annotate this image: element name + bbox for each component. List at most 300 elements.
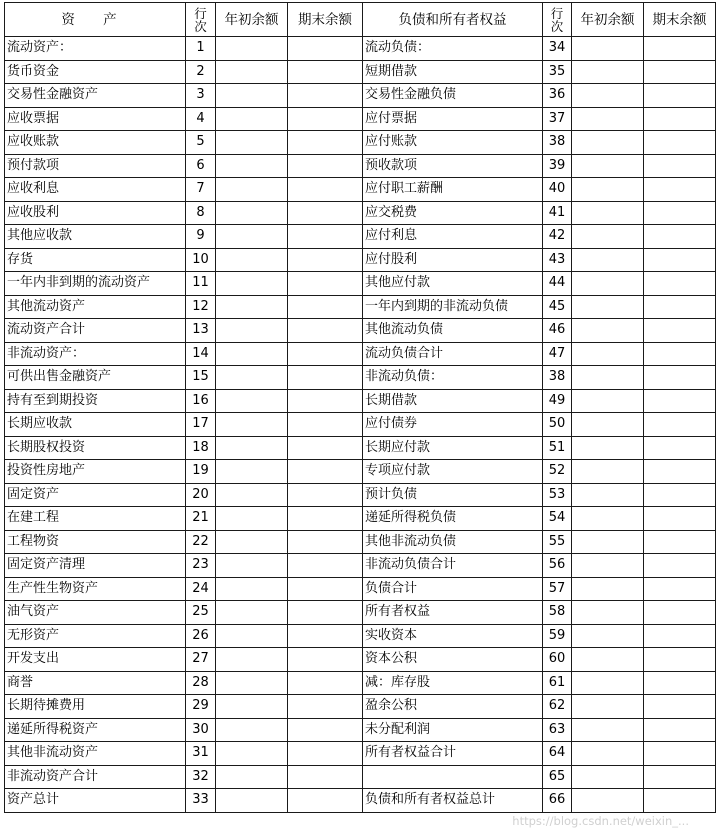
liability-row-number: 59 — [543, 624, 572, 648]
liability-closing-balance-cell[interactable] — [644, 460, 716, 484]
asset-closing-balance-cell[interactable] — [288, 483, 363, 507]
liability-row-number: 56 — [543, 554, 572, 578]
liability-item-label: 资本公积 — [363, 648, 543, 672]
liability-opening-balance-cell[interactable] — [572, 718, 644, 742]
asset-row-number: 23 — [186, 554, 216, 578]
asset-row-number: 26 — [186, 624, 216, 648]
liability-row-number: 58 — [543, 601, 572, 625]
asset-row-number: 24 — [186, 577, 216, 601]
asset-closing-balance-cell[interactable] — [288, 342, 363, 366]
liability-closing-balance-cell[interactable] — [644, 225, 716, 249]
asset-row-number: 13 — [186, 319, 216, 343]
liability-closing-balance-cell[interactable] — [644, 718, 716, 742]
asset-row-number: 3 — [186, 84, 216, 108]
table-row — [5, 436, 716, 460]
watermark: https://blog.csdn.net/weixin_... — [512, 814, 689, 828]
liability-item-label: 应付票据 — [363, 107, 543, 131]
liability-row-number: 42 — [543, 225, 572, 249]
liability-row-number: 53 — [543, 483, 572, 507]
asset-row-number: 17 — [186, 413, 216, 437]
asset-closing-balance-cell[interactable] — [288, 225, 363, 249]
liability-item-label: 其他流动负债 — [363, 319, 543, 343]
asset-item-label: 非流动资产： — [5, 342, 186, 366]
asset-closing-balance-header: 期末余额 — [288, 3, 363, 37]
liability-row-number: 49 — [543, 389, 572, 413]
asset-closing-balance-cell[interactable] — [288, 460, 363, 484]
liability-closing-balance-cell[interactable] — [644, 272, 716, 296]
table-row — [5, 460, 716, 484]
liability-opening-balance-header: 年初余额 — [572, 3, 644, 37]
liability-row-number: 38 — [543, 131, 572, 155]
liability-opening-balance-cell[interactable] — [572, 131, 644, 155]
liability-closing-balance-cell[interactable] — [644, 624, 716, 648]
asset-closing-balance-cell[interactable] — [288, 107, 363, 131]
liability-closing-balance-cell[interactable] — [644, 37, 716, 61]
liability-closing-balance-cell[interactable] — [644, 295, 716, 319]
asset-opening-balance-cell[interactable] — [216, 389, 288, 413]
table-row — [5, 789, 716, 813]
asset-item-label: 应收账款 — [5, 131, 186, 155]
asset-closing-balance-cell[interactable] — [288, 695, 363, 719]
table-row — [5, 248, 716, 272]
liability-opening-balance-cell[interactable] — [572, 648, 644, 672]
liability-opening-balance-cell[interactable] — [572, 413, 644, 437]
asset-row-number: 5 — [186, 131, 216, 155]
asset-opening-balance-cell[interactable] — [216, 319, 288, 343]
asset-item-label: 存货 — [5, 248, 186, 272]
table-row — [5, 483, 716, 507]
asset-row-number: 31 — [186, 742, 216, 766]
asset-opening-balance-cell[interactable] — [216, 460, 288, 484]
asset-item-label: 固定资产 — [5, 483, 186, 507]
liability-opening-balance-cell[interactable] — [572, 624, 644, 648]
liability-item-label: 非流动负债合计 — [363, 554, 543, 578]
liability-closing-balance-cell[interactable] — [644, 789, 716, 813]
asset-item-label: 一年内非到期的流动资产 — [5, 272, 186, 296]
liability-opening-balance-cell[interactable] — [572, 765, 644, 789]
asset-item-label: 应收票据 — [5, 107, 186, 131]
liability-item-label: 应付股利 — [363, 248, 543, 272]
liability-row-number: 47 — [543, 342, 572, 366]
liability-closing-balance-cell[interactable] — [644, 695, 716, 719]
asset-row-number: 8 — [186, 201, 216, 225]
liability-opening-balance-cell[interactable] — [572, 436, 644, 460]
liability-closing-balance-cell[interactable] — [644, 436, 716, 460]
asset-item-label: 非流动资产合计 — [5, 765, 186, 789]
liability-opening-balance-cell[interactable] — [572, 695, 644, 719]
table-row — [5, 342, 716, 366]
liability-item-label: 应付账款 — [363, 131, 543, 155]
liability-item-label: 交易性金融负债 — [363, 84, 543, 108]
asset-row-number: 12 — [186, 295, 216, 319]
asset-closing-balance-cell[interactable] — [288, 436, 363, 460]
asset-opening-balance-cell[interactable] — [216, 483, 288, 507]
asset-closing-balance-cell[interactable] — [288, 366, 363, 390]
asset-row-number: 2 — [186, 60, 216, 84]
asset-row-number: 15 — [186, 366, 216, 390]
asset-closing-balance-cell[interactable] — [288, 671, 363, 695]
asset-item-label: 长期待摊费用 — [5, 695, 186, 719]
table-row — [5, 530, 716, 554]
liability-closing-balance-cell[interactable] — [644, 765, 716, 789]
asset-item-label: 货币资金 — [5, 60, 186, 84]
asset-closing-balance-cell[interactable] — [288, 742, 363, 766]
asset-closing-balance-cell[interactable] — [288, 648, 363, 672]
table-row — [5, 601, 716, 625]
liability-item-label: 非流动负债： — [363, 366, 543, 390]
asset-row-number: 14 — [186, 342, 216, 366]
asset-item-label: 固定资产清理 — [5, 554, 186, 578]
liability-opening-balance-cell[interactable] — [572, 530, 644, 554]
liability-opening-balance-cell[interactable] — [572, 577, 644, 601]
liability-row-number-header: 行 次 — [543, 3, 572, 37]
liability-closing-balance-cell[interactable] — [644, 648, 716, 672]
asset-opening-balance-cell[interactable] — [216, 530, 288, 554]
liability-opening-balance-cell[interactable] — [572, 319, 644, 343]
asset-closing-balance-cell[interactable] — [288, 84, 363, 108]
asset-closing-balance-cell[interactable] — [288, 178, 363, 202]
asset-opening-balance-cell[interactable] — [216, 765, 288, 789]
asset-row-number: 33 — [186, 789, 216, 813]
liability-row-number: 65 — [543, 765, 572, 789]
liability-opening-balance-cell[interactable] — [572, 789, 644, 813]
liability-item-label: 递延所得税负债 — [363, 507, 543, 531]
liability-item-label: 预计负债 — [363, 483, 543, 507]
table-row — [5, 272, 716, 296]
asset-row-number: 32 — [186, 765, 216, 789]
table-row — [5, 60, 716, 84]
asset-opening-balance-cell[interactable] — [216, 507, 288, 531]
asset-item-label: 交易性金融资产 — [5, 84, 186, 108]
table-row — [5, 131, 716, 155]
liability-closing-balance-cell[interactable] — [644, 389, 716, 413]
liability-row-number: 55 — [543, 530, 572, 554]
asset-closing-balance-cell[interactable] — [288, 601, 363, 625]
asset-opening-balance-cell[interactable] — [216, 178, 288, 202]
table-row — [5, 742, 716, 766]
liability-row-number: 64 — [543, 742, 572, 766]
liability-row-number: 54 — [543, 507, 572, 531]
liability-closing-balance-cell[interactable] — [644, 671, 716, 695]
table-row — [5, 507, 716, 531]
asset-item-label: 其他非流动资产 — [5, 742, 186, 766]
asset-item-label: 递延所得税资产 — [5, 718, 186, 742]
liability-row-number: 66 — [543, 789, 572, 813]
asset-closing-balance-cell[interactable] — [288, 718, 363, 742]
asset-closing-balance-cell[interactable] — [288, 577, 363, 601]
asset-item-label: 流动资产： — [5, 37, 186, 61]
liability-row-number: 37 — [543, 107, 572, 131]
liability-closing-balance-cell[interactable] — [644, 154, 716, 178]
assets-column-header: 资 产 — [5, 3, 186, 37]
table-row — [5, 671, 716, 695]
asset-closing-balance-cell[interactable] — [288, 154, 363, 178]
asset-opening-balance-cell[interactable] — [216, 436, 288, 460]
asset-closing-balance-cell[interactable] — [288, 624, 363, 648]
asset-row-number: 18 — [186, 436, 216, 460]
liability-item-label: 应付债券 — [363, 413, 543, 437]
asset-item-label: 长期应收款 — [5, 413, 186, 437]
asset-opening-balance-cell[interactable] — [216, 84, 288, 108]
liability-closing-balance-cell[interactable] — [644, 319, 716, 343]
asset-closing-balance-cell[interactable] — [288, 37, 363, 61]
liability-row-number: 61 — [543, 671, 572, 695]
asset-opening-balance-cell[interactable] — [216, 342, 288, 366]
liability-row-number: 34 — [543, 37, 572, 61]
asset-opening-balance-cell[interactable] — [216, 37, 288, 61]
liability-opening-balance-cell[interactable] — [572, 342, 644, 366]
asset-opening-balance-cell[interactable] — [216, 718, 288, 742]
liability-opening-balance-cell[interactable] — [572, 295, 644, 319]
asset-item-label: 在建工程 — [5, 507, 186, 531]
liability-closing-balance-cell[interactable] — [644, 577, 716, 601]
liability-row-number: 51 — [543, 436, 572, 460]
asset-item-label: 无形资产 — [5, 624, 186, 648]
table-row — [5, 765, 716, 789]
asset-item-label: 其他应收款 — [5, 225, 186, 249]
table-row — [5, 178, 716, 202]
liability-item-label: 负债合计 — [363, 577, 543, 601]
liability-opening-balance-cell[interactable] — [572, 366, 644, 390]
asset-row-number: 29 — [186, 695, 216, 719]
liability-opening-balance-cell[interactable] — [572, 389, 644, 413]
liability-opening-balance-cell[interactable] — [572, 742, 644, 766]
liability-closing-balance-cell[interactable] — [644, 131, 716, 155]
header-row — [5, 3, 716, 37]
liability-row-number: 52 — [543, 460, 572, 484]
table-row — [5, 624, 716, 648]
balance-sheet-page — [0, 2, 717, 838]
liability-item-label: 所有者权益 — [363, 601, 543, 625]
asset-row-number: 11 — [186, 272, 216, 296]
liability-item-label: 流动负债： — [363, 37, 543, 61]
liability-item-label: 其他应付款 — [363, 272, 543, 296]
liability-opening-balance-cell[interactable] — [572, 601, 644, 625]
asset-item-label: 开发支出 — [5, 648, 186, 672]
liability-item-label: 长期应付款 — [363, 436, 543, 460]
liability-row-number: 39 — [543, 154, 572, 178]
asset-item-label: 应收股利 — [5, 201, 186, 225]
liability-item-label: 所有者权益合计 — [363, 742, 543, 766]
asset-opening-balance-cell[interactable] — [216, 577, 288, 601]
asset-closing-balance-cell[interactable] — [288, 554, 363, 578]
liability-row-number: 60 — [543, 648, 572, 672]
liability-closing-balance-cell[interactable] — [644, 248, 716, 272]
table-row — [5, 648, 716, 672]
asset-closing-balance-cell[interactable] — [288, 530, 363, 554]
liability-row-number: 45 — [543, 295, 572, 319]
asset-row-number: 22 — [186, 530, 216, 554]
asset-closing-balance-cell[interactable] — [288, 201, 363, 225]
asset-item-label: 应收利息 — [5, 178, 186, 202]
asset-opening-balance-cell[interactable] — [216, 648, 288, 672]
liability-closing-balance-cell[interactable] — [644, 742, 716, 766]
liabilities-equity-column-header: 负债和所有者权益 — [363, 3, 543, 37]
asset-item-label: 长期股权投资 — [5, 436, 186, 460]
liability-closing-balance-cell[interactable] — [644, 413, 716, 437]
asset-opening-balance-cell[interactable] — [216, 201, 288, 225]
liability-opening-balance-cell[interactable] — [572, 460, 644, 484]
asset-row-number: 20 — [186, 483, 216, 507]
asset-closing-balance-cell[interactable] — [288, 295, 363, 319]
liability-closing-balance-cell[interactable] — [644, 342, 716, 366]
asset-opening-balance-cell[interactable] — [216, 624, 288, 648]
asset-opening-balance-cell[interactable] — [216, 248, 288, 272]
asset-closing-balance-cell[interactable] — [288, 789, 363, 813]
liability-opening-balance-cell[interactable] — [572, 225, 644, 249]
liability-item-label: 其他非流动负债 — [363, 530, 543, 554]
liability-row-number: 57 — [543, 577, 572, 601]
asset-item-label: 投资性房地产 — [5, 460, 186, 484]
liability-opening-balance-cell[interactable] — [572, 554, 644, 578]
asset-item-label: 工程物资 — [5, 530, 186, 554]
liability-opening-balance-cell[interactable] — [572, 507, 644, 531]
liability-opening-balance-cell[interactable] — [572, 37, 644, 61]
asset-closing-balance-cell[interactable] — [288, 507, 363, 531]
asset-item-label: 预付款项 — [5, 154, 186, 178]
asset-opening-balance-cell[interactable] — [216, 366, 288, 390]
liability-opening-balance-cell[interactable] — [572, 248, 644, 272]
liability-item-label — [363, 765, 543, 789]
table-row — [5, 389, 716, 413]
asset-row-number: 21 — [186, 507, 216, 531]
liability-opening-balance-cell[interactable] — [572, 671, 644, 695]
table-row — [5, 577, 716, 601]
liability-row-number: 50 — [543, 413, 572, 437]
asset-row-number: 19 — [186, 460, 216, 484]
asset-opening-balance-cell[interactable] — [216, 695, 288, 719]
liability-row-number: 46 — [543, 319, 572, 343]
liability-row-number: 63 — [543, 718, 572, 742]
asset-closing-balance-cell[interactable] — [288, 60, 363, 84]
asset-row-number: 16 — [186, 389, 216, 413]
liability-closing-balance-cell[interactable] — [644, 201, 716, 225]
liability-item-label: 应付利息 — [363, 225, 543, 249]
liability-item-label: 减：库存股 — [363, 671, 543, 695]
asset-opening-balance-header: 年初余额 — [216, 3, 288, 37]
asset-closing-balance-cell[interactable] — [288, 765, 363, 789]
liability-closing-balance-cell[interactable] — [644, 178, 716, 202]
liability-row-number: 44 — [543, 272, 572, 296]
liability-row-number: 35 — [543, 60, 572, 84]
balance-sheet-table — [4, 2, 716, 813]
liability-closing-balance-cell[interactable] — [644, 601, 716, 625]
table-row — [5, 295, 716, 319]
balance-sheet-body — [5, 37, 716, 813]
table-row — [5, 554, 716, 578]
asset-row-number: 6 — [186, 154, 216, 178]
table-row — [5, 366, 716, 390]
asset-closing-balance-cell[interactable] — [288, 272, 363, 296]
asset-row-number: 25 — [186, 601, 216, 625]
table-row — [5, 413, 716, 437]
liability-item-label: 长期借款 — [363, 389, 543, 413]
asset-row-number: 9 — [186, 225, 216, 249]
liability-closing-balance-cell[interactable] — [644, 530, 716, 554]
liability-row-number: 36 — [543, 84, 572, 108]
asset-item-label: 其他流动资产 — [5, 295, 186, 319]
asset-opening-balance-cell[interactable] — [216, 671, 288, 695]
asset-item-label: 商誉 — [5, 671, 186, 695]
table-row — [5, 154, 716, 178]
liability-opening-balance-cell[interactable] — [572, 60, 644, 84]
asset-opening-balance-cell[interactable] — [216, 413, 288, 437]
asset-closing-balance-cell[interactable] — [288, 319, 363, 343]
liability-closing-balance-cell[interactable] — [644, 483, 716, 507]
liability-item-label: 应付职工薪酬 — [363, 178, 543, 202]
asset-opening-balance-cell[interactable] — [216, 742, 288, 766]
table-row — [5, 37, 716, 61]
liability-row-number: 38 — [543, 366, 572, 390]
liability-item-label: 负债和所有者权益总计 — [363, 789, 543, 813]
liability-closing-balance-cell[interactable] — [644, 107, 716, 131]
asset-opening-balance-cell[interactable] — [216, 154, 288, 178]
asset-opening-balance-cell[interactable] — [216, 272, 288, 296]
liability-item-label: 实收资本 — [363, 624, 543, 648]
asset-item-label: 油气资产 — [5, 601, 186, 625]
asset-closing-balance-cell[interactable] — [288, 413, 363, 437]
liability-opening-balance-cell[interactable] — [572, 84, 644, 108]
asset-row-number: 7 — [186, 178, 216, 202]
liability-item-label: 流动负债合计 — [363, 342, 543, 366]
asset-closing-balance-cell[interactable] — [288, 389, 363, 413]
liability-closing-balance-cell[interactable] — [644, 507, 716, 531]
asset-opening-balance-cell[interactable] — [216, 295, 288, 319]
asset-opening-balance-cell[interactable] — [216, 601, 288, 625]
liability-closing-balance-cell[interactable] — [644, 554, 716, 578]
asset-closing-balance-cell[interactable] — [288, 248, 363, 272]
table-row — [5, 225, 716, 249]
liability-row-number: 62 — [543, 695, 572, 719]
asset-opening-balance-cell[interactable] — [216, 225, 288, 249]
asset-opening-balance-cell[interactable] — [216, 60, 288, 84]
asset-item-label: 可供出售金融资产 — [5, 366, 186, 390]
liability-item-label: 盈余公积 — [363, 695, 543, 719]
liability-row-number: 41 — [543, 201, 572, 225]
liability-item-label: 应交税费 — [363, 201, 543, 225]
asset-opening-balance-cell[interactable] — [216, 789, 288, 813]
asset-row-number: 27 — [186, 648, 216, 672]
asset-item-label: 持有至到期投资 — [5, 389, 186, 413]
liability-item-label: 专项应付款 — [363, 460, 543, 484]
liability-item-label: 短期借款 — [363, 60, 543, 84]
liability-opening-balance-cell[interactable] — [572, 272, 644, 296]
liability-closing-balance-cell[interactable] — [644, 60, 716, 84]
asset-row-number-header: 行 次 — [186, 3, 216, 37]
table-row — [5, 84, 716, 108]
asset-opening-balance-cell[interactable] — [216, 131, 288, 155]
asset-item-label: 流动资产合计 — [5, 319, 186, 343]
asset-opening-balance-cell[interactable] — [216, 107, 288, 131]
liability-opening-balance-cell[interactable] — [572, 483, 644, 507]
asset-opening-balance-cell[interactable] — [216, 554, 288, 578]
liability-closing-balance-header: 期末余额 — [644, 3, 716, 37]
liability-item-label: 未分配利润 — [363, 718, 543, 742]
liability-closing-balance-cell[interactable] — [644, 366, 716, 390]
asset-row-number: 10 — [186, 248, 216, 272]
table-row — [5, 695, 716, 719]
liability-opening-balance-cell[interactable] — [572, 201, 644, 225]
table-row — [5, 319, 716, 343]
asset-row-number: 1 — [186, 37, 216, 61]
liability-closing-balance-cell[interactable] — [644, 84, 716, 108]
liability-item-label: 一年内到期的非流动负债 — [363, 295, 543, 319]
liability-opening-balance-cell[interactable] — [572, 107, 644, 131]
asset-closing-balance-cell[interactable] — [288, 131, 363, 155]
liability-opening-balance-cell[interactable] — [572, 178, 644, 202]
liability-opening-balance-cell[interactable] — [572, 154, 644, 178]
liability-row-number: 43 — [543, 248, 572, 272]
